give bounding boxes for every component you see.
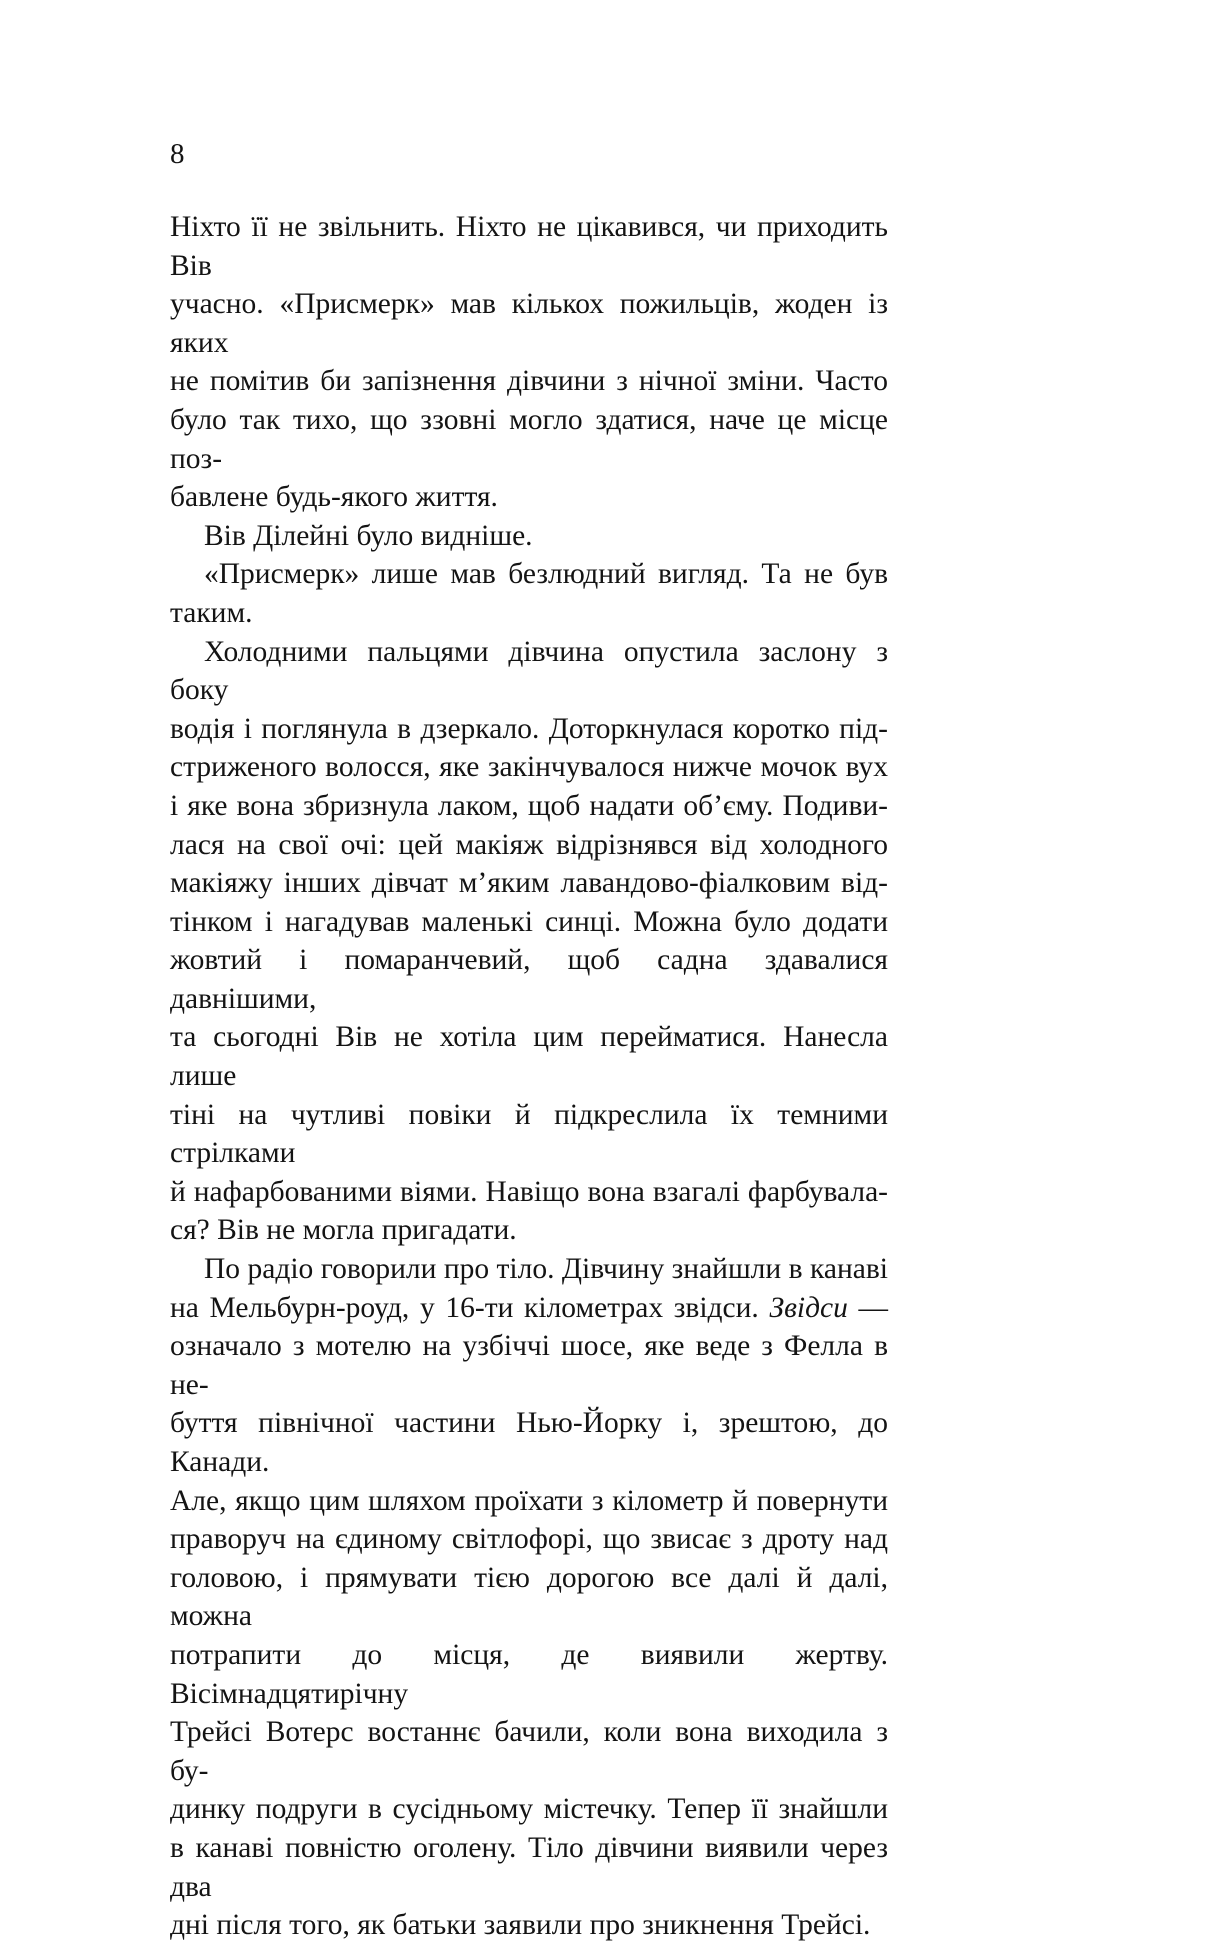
text-line: лася на свої очі: цей макіяж відрізнявся від холодного — [170, 828, 888, 861]
text-line: бавлене будь-якого життя. — [170, 481, 498, 514]
text-line: По радіо говорили про тіло. Дівчину знайшли в канаві — [204, 1253, 888, 1286]
text-line: на Мельбурн-роуд, у 16-ти кілометрах звідси. Звідси — — [170, 1291, 889, 1324]
text-line: та сьогодні Вів не хотіла цим перейматися. Нанесла лише — [170, 1021, 888, 1093]
paragraph — [170, 208, 888, 517]
text-line: тінком і нагадував маленькі синці. Можна було додати — [170, 905, 888, 938]
text-line: праворуч на єдиному світлофорі, що звисає з дроту над — [170, 1523, 888, 1556]
paragraph — [170, 555, 888, 632]
text-line: Ніхто її не звільнить. Ніхто не цікавився, чи приходить Вів — [170, 211, 888, 282]
text-line: і яке вона збризнула лаком, щоб надати об’єму. Подиви- — [170, 789, 888, 822]
text-line: Трейсі Вотерс востаннє бачили, коли вона виходила з бу- — [170, 1716, 888, 1787]
text-block — [170, 208, 888, 1945]
text-line: потрапити до місця, де виявили жертву. Вісімнадцятирічну — [170, 1638, 888, 1710]
page-number: 8 — [170, 138, 185, 170]
text-line: Але, якщо цим шляхом проїхати з кілометр й повернути — [170, 1484, 888, 1517]
text-line: буття північної частини Нью-Йорку і, зрештою, до Канади. — [170, 1407, 888, 1478]
text-line: дні після того, як батьки заявили про зникнення Трейсі. — [170, 1909, 871, 1942]
text-line: стриженого волосся, яке закінчувалося нижче мочок вух — [170, 751, 888, 784]
text-line: тіні на чутливі повіки й підкреслила їх темними стрілками — [170, 1098, 888, 1170]
text-line: учасно. «Присмерк» мав кількох пожильців, жоден із яких — [170, 288, 888, 359]
text-line: не помітив би запізнення дівчини з нічної зміни. Часто — [170, 365, 888, 398]
text-line: ся? Вів не могла пригадати. — [170, 1214, 517, 1247]
text-line: «Присмерк» лише мав безлюдний вигляд. Та не був таким. — [170, 558, 888, 629]
text-line: означало з мотелю на узбіччі шосе, яке веде з Фелла в не- — [170, 1330, 888, 1401]
text-line: Холодними пальцями дівчина опустила заслону з боку — [170, 635, 888, 707]
text-line: головою, і прямувати тією дорогою все далі й далі, можна — [170, 1561, 888, 1633]
text-line: в канаві повністю оголену. Тіло дівчини виявили через два — [170, 1831, 888, 1903]
paragraph — [170, 517, 888, 556]
paragraph — [170, 1250, 888, 1945]
paragraph — [170, 633, 888, 1251]
text-line: Вів Ділейні було видніше. — [204, 519, 533, 552]
text-line: макіяжу інших дівчат м’яким лавандово-фіалковим від- — [170, 867, 888, 900]
text-line: було так тихо, що ззовні могло здатися, наче це місце поз- — [170, 403, 888, 475]
text-line: водія і поглянула в дзеркало. Доторкнулася коротко під- — [170, 712, 888, 745]
text-line: жовтий і помаранчевий, щоб садна здавалися давнішими, — [170, 944, 888, 1015]
text-line: й нафарбованими віями. Навіщо вона взагалі фарбувала- — [170, 1175, 888, 1208]
text-line: динку подруги в сусідньому містечку. Тепер її знайшли — [170, 1793, 888, 1826]
